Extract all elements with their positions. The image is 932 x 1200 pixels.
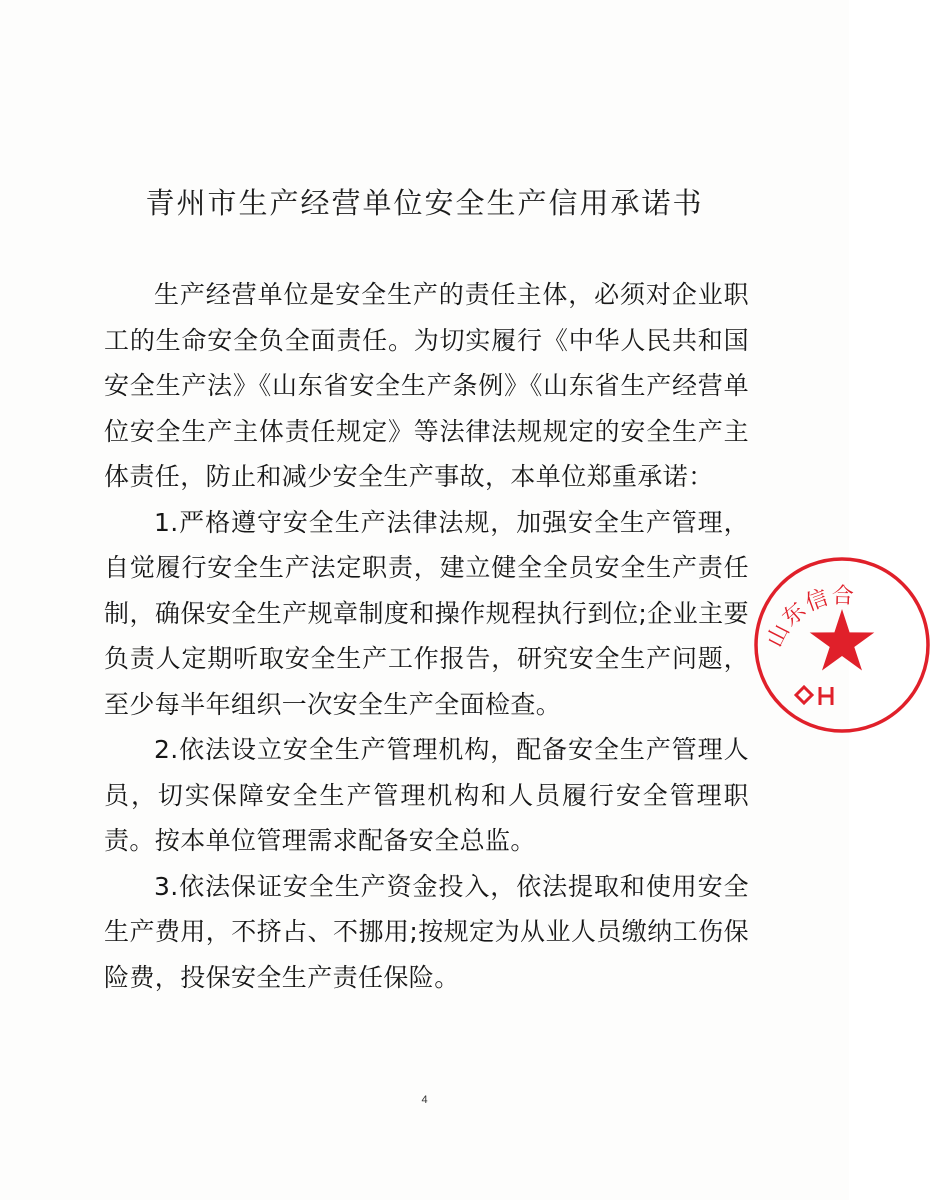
commitment-item-1: 1.严格遵守安全生产法律法规，加强安全生产管理，自觉履行安全生产法定职责，建立健全全员安全生产责任制，确保安全生产规章制度和操作规程执行到位;企业主要负责人定期听取安全生产工作报告，研究安全生产问题，至少每半年组织一次安全生产全面检查。: [104, 507, 749, 719]
commitment-item-3: 3.依法保证安全生产资金投入，依法提取和使用安全生产费用，不挤占、不挪用;按规定为从业人员缴纳工伤保险费，投保安全生产责任保险。: [104, 871, 749, 992]
document-body: [104, 272, 749, 1000]
page-number: 4: [421, 1094, 428, 1106]
document-title: 青州市生产经营单位安全生产信用承诺书: [145, 186, 704, 220]
seal-star-icon: [810, 609, 875, 671]
company-seal: [752, 555, 932, 735]
seal-mark-left: [796, 687, 812, 703]
intro-paragraph: 生产经营单位是安全生产的责任主体，必须对企业职工的生命安全负全面责任。为切实履行《中华人民共和国安全生产法》《山东省安全生产条例》《山东省生产经营单位安全生产主体责任规定》等法律法规规定的安全生产主体责任，防止和减少安全生产事故，本单位郑重承诺：: [104, 280, 749, 491]
seal-mark-right: [820, 687, 832, 705]
seal-text: 山东信合: [762, 583, 857, 652]
commitment-item-2: 2.依法设立安全生产管理机构，配备安全生产管理人员，切实保障安全生产管理机构和人员履行安全管理职责。按本单位管理需求配备安全总监。: [104, 735, 749, 855]
